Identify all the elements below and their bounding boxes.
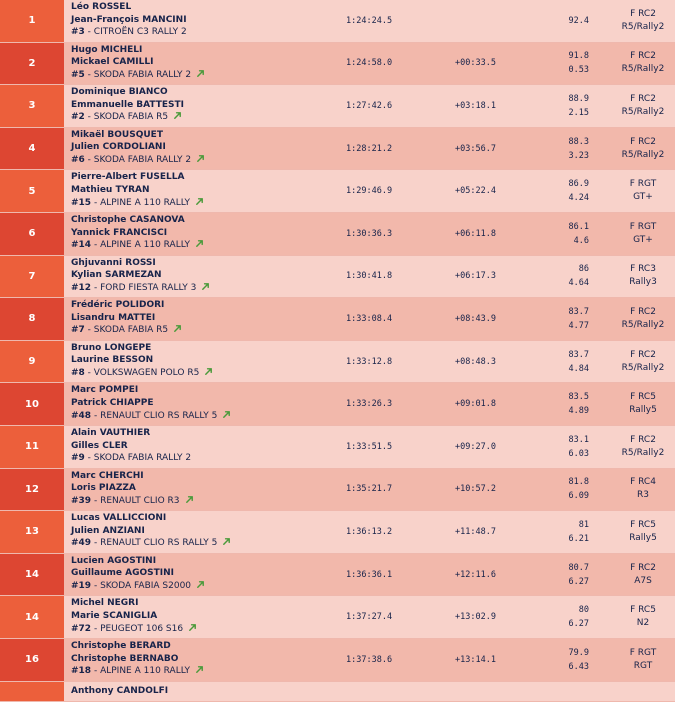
speed-cell: [529, 213, 589, 255]
driver-name: Anthony CANDOLFI: [71, 685, 169, 696]
class-group: F RGT: [629, 179, 657, 190]
stage-time: 1:27:42.6: [346, 100, 393, 111]
car-number: #48: [71, 410, 92, 421]
car-number: #8: [71, 367, 85, 378]
speed-cell: [529, 0, 589, 42]
position-cell: 13: [0, 511, 64, 553]
position-cell: 16: [0, 639, 64, 681]
gap-to-leader: +06:11.8: [455, 228, 496, 239]
class-category: R5/Rally2: [621, 447, 665, 458]
car-separator: -: [84, 453, 94, 464]
class-group: F RC4: [630, 477, 656, 488]
stage-time: 1:24:24.5: [346, 15, 393, 26]
codriver-name: Christophe BERNABO: [71, 653, 179, 664]
speed-cell: [529, 341, 589, 383]
car-model: FORD FIESTA RALLY 3: [100, 282, 197, 293]
speed-cell: [529, 639, 589, 681]
trend-up-arrow-icon: [195, 239, 204, 248]
car-line: [71, 154, 331, 167]
trend-up-arrow-icon: [195, 665, 204, 674]
class-category: R5/Rally2: [621, 149, 665, 160]
gap-to-leader: +05:22.4: [455, 186, 496, 197]
driver-name: Marc CHERCHI: [71, 470, 144, 481]
crew-cell: [71, 555, 331, 593]
car-separator: -: [91, 282, 101, 293]
table-row[interactable]: [0, 0, 675, 43]
car-model: RENAULT CLIO RS RALLY 5: [100, 410, 218, 421]
codriver-name: Patrick CHIAPPE: [71, 397, 154, 408]
car-model: ALPINE A 110 RALLY: [100, 197, 191, 208]
gap-to-leader: +12:11.6: [455, 569, 496, 580]
crew-cell: [71, 640, 331, 678]
class-cell: [604, 426, 675, 468]
position-cell: 1: [0, 0, 64, 42]
trend-up-arrow-icon: [201, 282, 210, 291]
codriver-name: Laurine BESSON: [71, 355, 154, 366]
car-model: SKODA FABIA RALLY 2: [93, 154, 192, 165]
table-row[interactable]: [0, 596, 675, 639]
class-category: GT+: [633, 192, 653, 203]
trend-up-arrow-icon: [196, 154, 205, 163]
codriver-name: Marie SCANIGLIA: [71, 610, 158, 621]
class-group: F RC2: [630, 8, 656, 19]
table-row[interactable]: [0, 43, 675, 86]
speed-cell: [529, 426, 589, 468]
position-cell: 14: [0, 554, 64, 596]
crew-cell: [71, 470, 331, 508]
stage-time: 1:33:12.8: [346, 356, 393, 367]
speed-cell: [529, 43, 589, 85]
car-separator: -: [91, 623, 101, 634]
class-category: R5/Rally2: [621, 362, 665, 373]
car-line: [71, 410, 331, 423]
stage-time: 1:36:13.2: [346, 526, 393, 537]
car-number: #5: [71, 69, 85, 80]
stage-time: 1:28:21.2: [346, 143, 393, 154]
car-separator: -: [84, 27, 94, 38]
gap-to-leader: +03:18.1: [455, 100, 496, 111]
class-group: F RC5: [630, 519, 656, 530]
codriver-name: Julien CORDOLIANI: [71, 142, 166, 153]
position-cell: 5: [0, 170, 64, 212]
trend-up-arrow-icon: [195, 197, 204, 206]
class-group: F RC2: [630, 51, 656, 62]
car-separator: -: [84, 69, 94, 80]
car-line: [71, 623, 331, 636]
gap-to-leader: +08:43.9: [455, 313, 496, 324]
class-category: Rally5: [629, 532, 657, 543]
class-category: N2: [636, 618, 650, 629]
crew-cell: [71, 257, 331, 295]
class-cell: [604, 256, 675, 298]
average-speed: 86.9: [568, 179, 589, 190]
car-model: SKODA FABIA RALLY 2: [93, 453, 192, 464]
stage-time: 1:33:26.3: [346, 399, 393, 410]
class-group: F RC5: [630, 392, 656, 403]
gap-to-leader: +06:17.3: [455, 271, 496, 282]
speed-delta: 6.27: [568, 619, 589, 630]
car-number: #3: [71, 27, 85, 38]
speed-delta: 6.09: [568, 491, 589, 502]
average-speed: 86: [578, 264, 589, 275]
position-cell: 8: [0, 298, 64, 340]
speed-delta: 3.23: [568, 150, 589, 161]
speed-cell: [529, 383, 589, 425]
class-category: RGT: [633, 660, 653, 671]
average-speed: 83.7: [568, 349, 589, 360]
class-group: F RC3: [630, 264, 656, 275]
car-line: [71, 26, 331, 39]
class-cell: [604, 43, 675, 85]
crew-cell: [71, 214, 331, 252]
driver-name: Frédéric POLIDORI: [71, 300, 165, 311]
speed-cell: [529, 554, 589, 596]
car-model: RENAULT CLIO RS RALLY 5: [100, 538, 218, 549]
speed-cell: [529, 128, 589, 170]
class-category: R5/Rally2: [621, 64, 665, 75]
speed-delta: 4.77: [568, 320, 589, 331]
average-speed: 83.7: [568, 306, 589, 317]
car-number: #12: [71, 282, 92, 293]
car-number: #39: [71, 495, 92, 506]
crew-cell: [71, 129, 331, 167]
driver-name: Michel NEGRI: [71, 598, 139, 609]
driver-name: Lucas VALLICCIONI: [71, 513, 167, 524]
stage-time: 1:33:08.4: [346, 313, 393, 324]
class-group: F RC2: [630, 562, 656, 573]
car-line: [71, 580, 331, 593]
car-line: [71, 69, 331, 82]
class-category: GT+: [633, 234, 653, 245]
class-cell: [604, 554, 675, 596]
position-cell: 6: [0, 213, 64, 255]
car-separator: -: [84, 154, 94, 165]
trend-up-arrow-icon: [188, 623, 197, 632]
car-line: [71, 665, 331, 678]
crew-cell: [71, 597, 331, 635]
stage-time: 1:36:36.1: [346, 569, 393, 580]
class-cell: [604, 383, 675, 425]
car-separator: -: [91, 495, 101, 506]
table-row[interactable]: [0, 298, 675, 341]
class-cell: [604, 639, 675, 681]
class-group: F RC2: [630, 349, 656, 360]
table-row[interactable]: [0, 682, 675, 702]
position-cell: 4: [0, 128, 64, 170]
class-cell: [604, 85, 675, 127]
car-line: [71, 197, 331, 210]
car-line: [71, 282, 331, 295]
car-model: ALPINE A 110 RALLY: [100, 240, 191, 251]
crew-cell: [71, 86, 331, 124]
codriver-name: Julien ANZIANI: [71, 525, 145, 536]
table-row[interactable]: [0, 426, 675, 469]
position-cell: 2: [0, 43, 64, 85]
class-cell: [604, 469, 675, 511]
car-model: PEUGEOT 106 S16: [100, 623, 184, 634]
speed-cell: [529, 596, 589, 638]
position-cell: 7: [0, 256, 64, 298]
driver-name: Hugo MICHELI: [71, 44, 143, 55]
position-cell: 10: [0, 383, 64, 425]
car-model: SKODA FABIA S2000: [100, 580, 192, 591]
stage-time: 1:37:38.6: [346, 654, 393, 665]
average-speed: 92.4: [568, 15, 589, 26]
car-separator: -: [91, 538, 101, 549]
class-group: F RC2: [630, 93, 656, 104]
driver-name: Alain VAUTHIER: [71, 427, 151, 438]
codriver-name: Mickael CAMILLI: [71, 57, 154, 68]
car-separator: -: [91, 666, 101, 677]
average-speed: 83.1: [568, 434, 589, 445]
car-line: [71, 367, 331, 380]
class-group: F RGT: [629, 647, 657, 658]
car-number: #49: [71, 538, 92, 549]
position-cell: [0, 682, 64, 701]
car-separator: -: [84, 112, 94, 123]
table-row[interactable]: [0, 639, 675, 682]
trend-up-arrow-icon: [222, 410, 231, 419]
speed-delta: 4.89: [568, 406, 589, 417]
car-number: #14: [71, 240, 92, 251]
car-model: VOLKSWAGEN POLO R5: [93, 367, 200, 378]
speed-delta: 6.43: [568, 661, 589, 672]
car-model: ALPINE A 110 RALLY: [100, 666, 191, 677]
car-line: [71, 537, 331, 550]
car-model: SKODA FABIA R5: [93, 325, 169, 336]
class-category: R5/Rally2: [621, 21, 665, 32]
table-row[interactable]: [0, 383, 675, 426]
car-separator: -: [84, 325, 94, 336]
class-category: R3: [637, 490, 649, 501]
class-group: F RC5: [630, 605, 656, 616]
driver-name: Marc POMPEI: [71, 385, 139, 396]
class-category: R5/Rally2: [621, 319, 665, 330]
class-category: A7S: [634, 575, 652, 586]
stage-time: 1:24:58.0: [346, 58, 393, 69]
class-group: F RC2: [630, 136, 656, 147]
class-cell: [604, 128, 675, 170]
speed-delta: 2.15: [568, 107, 589, 118]
position-cell: 11: [0, 426, 64, 468]
class-cell: [604, 298, 675, 340]
crew-cell: [71, 427, 331, 465]
car-number: #19: [71, 580, 92, 591]
codriver-name: Lisandru MATTEI: [71, 312, 156, 323]
gap-to-leader: +03:56.7: [455, 143, 496, 154]
gap-to-leader: +09:01.8: [455, 399, 496, 410]
crew-cell: [71, 299, 331, 337]
class-group: F RC2: [630, 306, 656, 317]
class-cell: [604, 213, 675, 255]
speed-cell: [529, 511, 589, 553]
codriver-name: Kylian SARMEZAN: [71, 270, 162, 281]
driver-name: Christophe CASANOVA: [71, 214, 185, 225]
class-cell: [604, 341, 675, 383]
table-row[interactable]: [0, 256, 675, 299]
table-row[interactable]: [0, 85, 675, 128]
average-speed: 81.8: [568, 477, 589, 488]
table-row[interactable]: [0, 554, 675, 597]
codriver-name: Loris PIAZZA: [71, 483, 136, 494]
car-line: [71, 495, 331, 508]
speed-delta: 0.53: [568, 65, 589, 76]
position-cell: 12: [0, 469, 64, 511]
crew-cell: [71, 512, 331, 550]
trend-up-arrow-icon: [222, 537, 231, 546]
stage-time: 1:37:27.4: [346, 612, 393, 623]
speed-cell: [529, 256, 589, 298]
table-row[interactable]: [0, 511, 675, 554]
codriver-name: Yannick FRANCISCI: [71, 227, 168, 238]
average-speed: 91.8: [568, 51, 589, 62]
trend-up-arrow-icon: [196, 69, 205, 78]
class-cell: [604, 511, 675, 553]
speed-delta: 6.03: [568, 448, 589, 459]
trend-up-arrow-icon: [185, 495, 194, 504]
table-row[interactable]: [0, 213, 675, 256]
class-group: F RC2: [630, 434, 656, 445]
speed-delta: 6.27: [568, 576, 589, 587]
car-number: #9: [71, 453, 85, 464]
car-number: #7: [71, 325, 85, 336]
trend-up-arrow-icon: [173, 324, 182, 333]
trend-up-arrow-icon: [196, 580, 205, 589]
class-category: Rally3: [629, 277, 657, 288]
car-separator: -: [84, 367, 94, 378]
average-speed: 83.5: [568, 392, 589, 403]
codriver-name: Emmanuelle BATTESTI: [71, 99, 185, 110]
driver-name: Ghjuvanni ROSSI: [71, 257, 156, 268]
gap-to-leader: +13:02.9: [455, 612, 496, 623]
car-line: [71, 452, 331, 465]
speed-delta: 4.24: [568, 193, 589, 204]
average-speed: 81: [578, 519, 589, 530]
trend-up-arrow-icon: [173, 111, 182, 120]
class-group: F RGT: [629, 221, 657, 232]
crew-cell: [71, 342, 331, 380]
stage-time: 1:29:46.9: [346, 186, 393, 197]
driver-name: Christophe BERARD: [71, 640, 171, 651]
car-model: SKODA FABIA R5: [93, 112, 169, 123]
crew-cell: [71, 1, 331, 39]
crew-cell: [71, 685, 331, 698]
car-separator: -: [91, 410, 101, 421]
driver-name: Lucien AGOSTINI: [71, 555, 157, 566]
position-cell: 14: [0, 596, 64, 638]
car-separator: -: [91, 580, 101, 591]
car-number: #6: [71, 154, 85, 165]
average-speed: 86.1: [568, 221, 589, 232]
table-row[interactable]: [0, 128, 675, 171]
class-cell: [604, 170, 675, 212]
gap-to-leader: +09:27.0: [455, 441, 496, 452]
speed-cell: [529, 170, 589, 212]
driver-name: Pierre-Albert FUSELLA: [71, 172, 185, 183]
codriver-name: Jean-François MANCINI: [71, 14, 187, 25]
car-line: [71, 111, 331, 124]
speed-delta: 4.84: [568, 363, 589, 374]
car-model: SKODA FABIA RALLY 2: [93, 69, 192, 80]
car-number: #72: [71, 623, 92, 634]
class-category: Rally5: [629, 405, 657, 416]
driver-name: Mikaël BOUSQUET: [71, 129, 163, 140]
driver-name: Dominique BIANCO: [71, 87, 168, 98]
speed-cell: [529, 469, 589, 511]
gap-to-leader: +13:14.1: [455, 654, 496, 665]
stage-time: 1:33:51.5: [346, 441, 393, 452]
car-line: [71, 324, 331, 337]
car-line: [71, 239, 331, 252]
trend-up-arrow-icon: [204, 367, 213, 376]
stage-time: 1:30:36.3: [346, 228, 393, 239]
speed-cell: [529, 298, 589, 340]
car-number: #15: [71, 197, 92, 208]
table-row[interactable]: [0, 469, 675, 512]
stage-time: 1:30:41.8: [346, 271, 393, 282]
car-number: #18: [71, 666, 92, 677]
position-cell: 9: [0, 341, 64, 383]
car-model: CITROËN C3 RALLY 2: [93, 27, 187, 38]
crew-cell: [71, 171, 331, 209]
class-cell: [604, 596, 675, 638]
gap-to-leader: +08:48.3: [455, 356, 496, 367]
average-speed: 80: [578, 605, 589, 616]
driver-name: Bruno LONGEPE: [71, 342, 152, 353]
position-cell: 3: [0, 85, 64, 127]
car-number: #2: [71, 112, 85, 123]
gap-to-leader: +00:33.5: [455, 58, 496, 69]
table-row[interactable]: [0, 341, 675, 384]
speed-delta: 4.64: [568, 278, 589, 289]
average-speed: 80.7: [568, 562, 589, 573]
class-cell: [604, 0, 675, 42]
average-speed: 88.9: [568, 93, 589, 104]
codriver-name: Gilles CLER: [71, 440, 128, 451]
speed-delta: 6.21: [568, 533, 589, 544]
average-speed: 88.3: [568, 136, 589, 147]
crew-cell: [71, 44, 331, 82]
crew-cell: [71, 384, 331, 422]
car-separator: -: [91, 240, 101, 251]
table-row[interactable]: [0, 170, 675, 213]
driver-name: Léo ROSSEL: [71, 2, 132, 12]
class-category: R5/Rally2: [621, 106, 665, 117]
car-model: RENAULT CLIO R3: [100, 495, 180, 506]
codriver-name: Mathieu TYRAN: [71, 184, 150, 195]
car-separator: -: [91, 197, 101, 208]
speed-cell: [529, 85, 589, 127]
speed-delta: 4.6: [573, 235, 589, 246]
codriver-name: Guillaume AGOSTINI: [71, 568, 174, 579]
gap-to-leader: +11:48.7: [455, 526, 496, 537]
stage-time: 1:35:21.7: [346, 484, 393, 495]
average-speed: 79.9: [568, 647, 589, 658]
gap-to-leader: +10:57.2: [455, 484, 496, 495]
